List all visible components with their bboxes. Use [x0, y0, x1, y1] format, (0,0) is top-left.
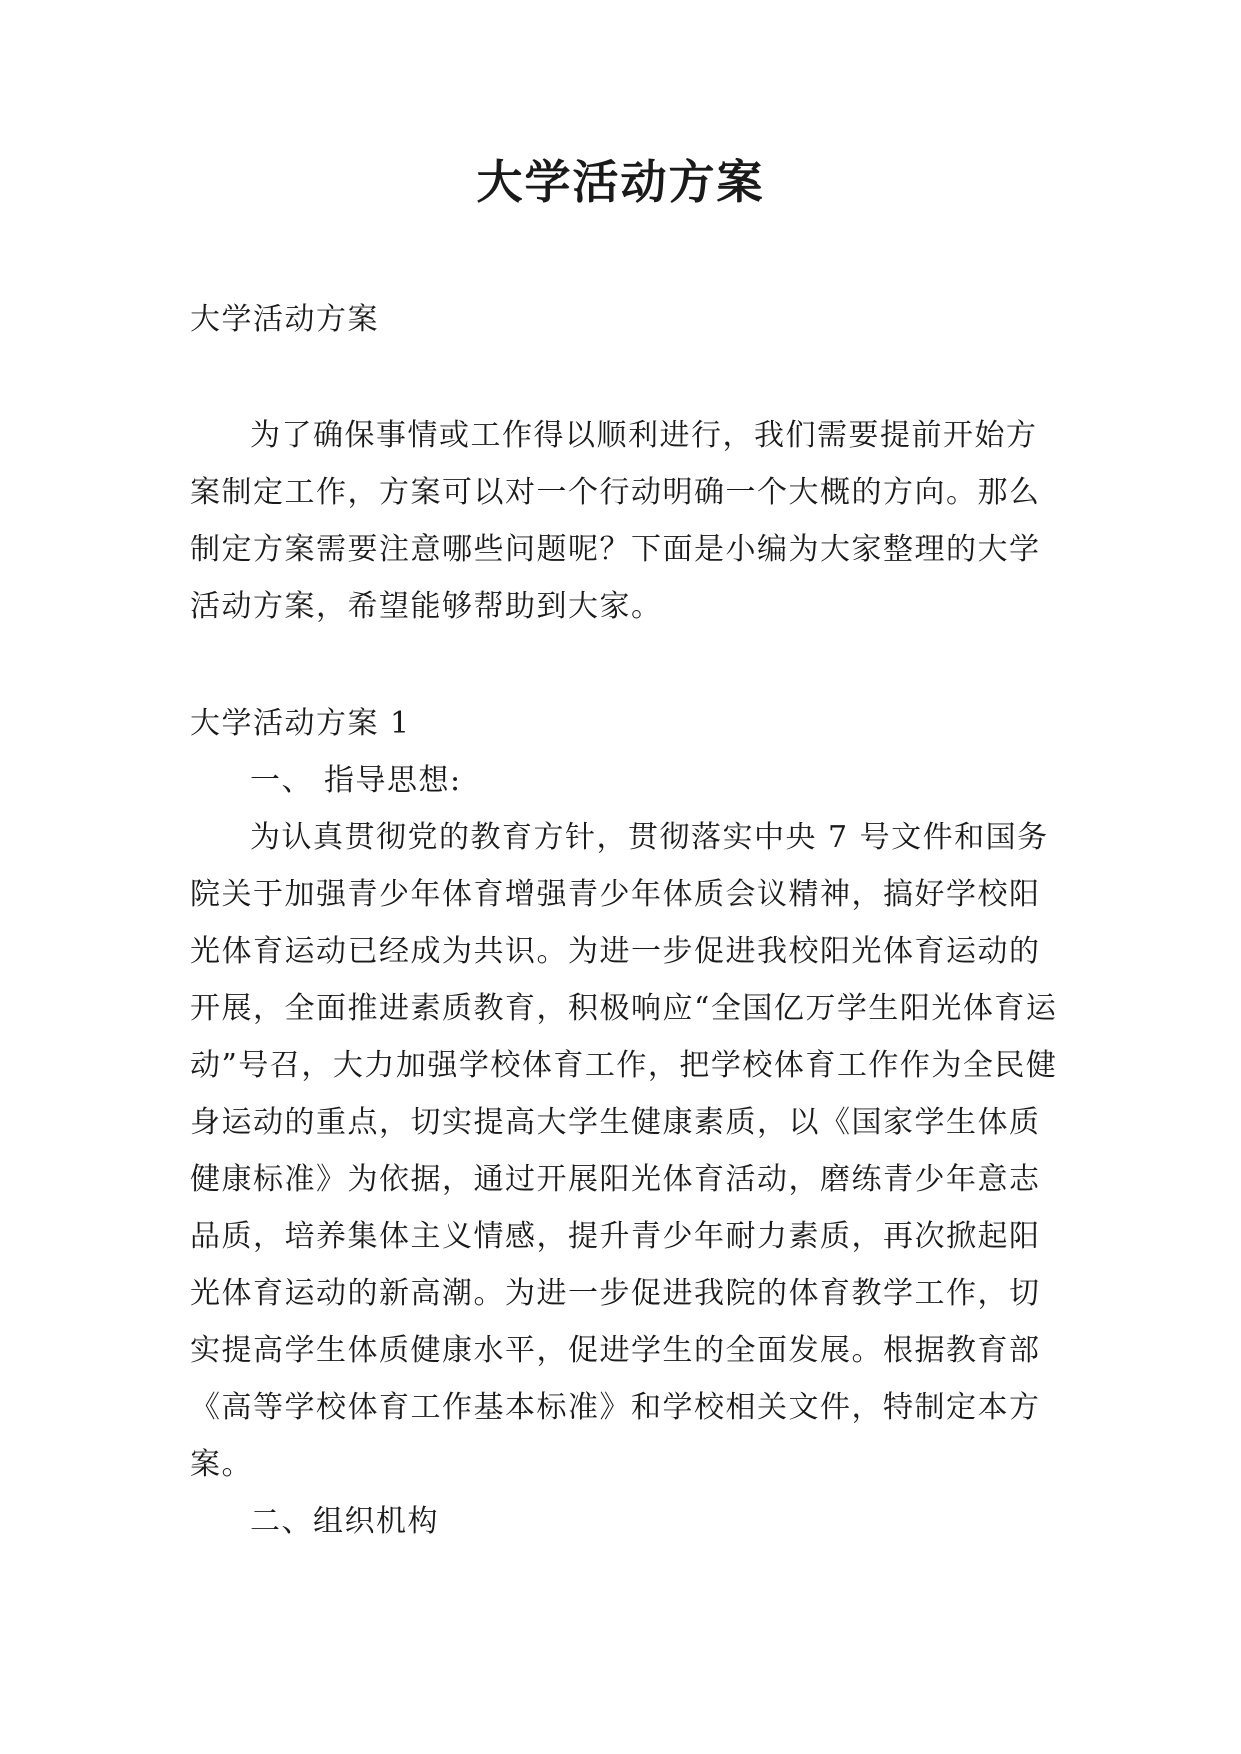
- intro-block: [190, 407, 1065, 635]
- part-2-heading: 二、组织机构: [250, 1504, 439, 1539]
- part-1-body: 为认真贯彻党的教育方针，贯彻落实中央 7 号文件和国务院关于加强青少年体育增强青少年体质会议精神，搞好学校阳光体育运动已经成为共识。为进一步促进我校阳光体育运动的开展，全面推进素质教育，积极响应“全国亿万学生阳光体育运动”号召，大力加强学校体育工作，把学校体育工作作为全民健身运动的重点，切实提高大学生健康素质，以《国家学生体质健康标准》为依据，通过开展阳光体育活动，磨练青少年意志品质，培养集体主义情感，提升青少年耐力素质，再次掀起阳光体育运动的新高潮。为进一步促进我院的体育教学工作，切实提高学生体质健康水平，促进学生的全面发展。根据教育部《高等学校体育工作基本标准》和学校相关文件，特制定本方案。: [190, 820, 1058, 1482]
- part-1-heading: 一、 指导思想:: [250, 763, 462, 798]
- subtitle: 大学活动方案: [190, 302, 379, 337]
- section-1: [190, 695, 1065, 1550]
- intro-paragraph: 为了确保事情或工作得以顺利进行，我们需要提前开始方案制定工作，方案可以对一个行动明确一个大概的方向。那么制定方案需要注意哪些问题呢？下面是小编为大家整理的大学活动方案，希望能够帮助到大家。: [190, 418, 1041, 624]
- subtitle-block: [190, 291, 1065, 348]
- document-title: 大学活动方案: [476, 155, 765, 209]
- section-1-heading: 大学活动方案 1: [190, 706, 411, 741]
